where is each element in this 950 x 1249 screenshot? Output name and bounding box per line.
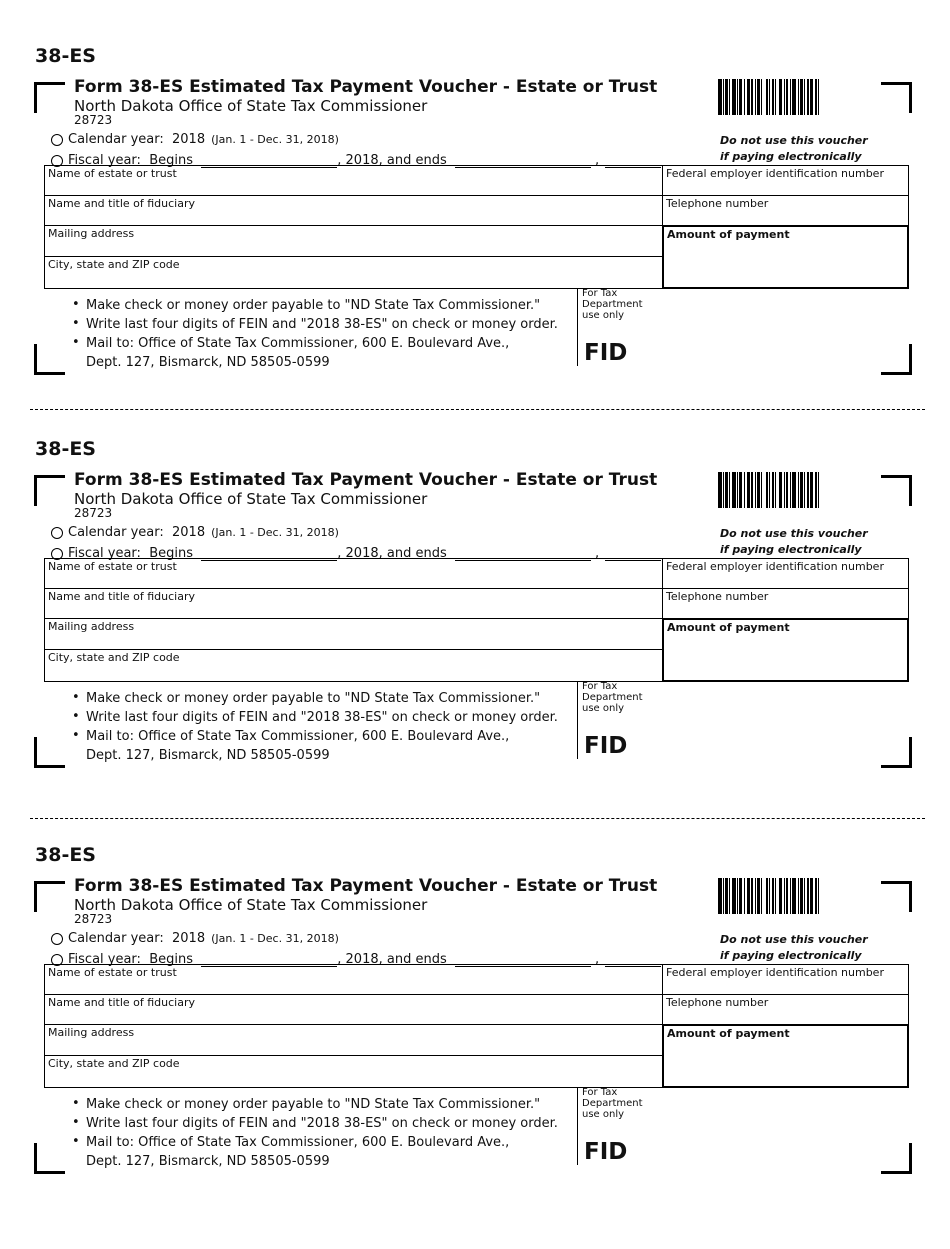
electronic-payment-notice [720, 133, 868, 165]
instruction-fein: • Write last four digits of FEIN and "2018 38-ES" on check or money order. [72, 1114, 558, 1133]
name-of-estate-field[interactable] [44, 964, 663, 995]
fid-label: FID [584, 340, 628, 366]
dept-use-line-2: Department [582, 1098, 643, 1109]
voucher-3 [0, 844, 950, 1249]
mailing-address-label: Mailing address [48, 620, 135, 633]
registration-corner-top-right [881, 881, 912, 912]
registration-corner-top-left [34, 82, 65, 113]
dept-use-line-3: use only [582, 703, 625, 714]
amount-of-payment-field[interactable] [662, 225, 909, 289]
city-state-zip-field[interactable] [44, 649, 663, 682]
instruction-payable: • Make check or money order payable to "ND State Tax Commissioner." [72, 1095, 558, 1114]
payment-instructions [72, 296, 558, 372]
barcode-bar [819, 79, 820, 115]
agency-name: North Dakota Office of State Tax Commissioner [74, 896, 428, 914]
instruction-mail-to: • Mail to: Office of State Tax Commissioner, 600 E. Boulevard Ave., [72, 334, 558, 353]
fiduciary-name-field[interactable] [44, 994, 663, 1025]
instruction-payable: • Make check or money order payable to "ND State Tax Commissioner." [72, 296, 558, 315]
registration-corner-top-left [34, 881, 65, 912]
telephone-label: Telephone number [666, 197, 769, 210]
calendar-year-range: (Jan. 1 - Dec. 31, 2018) [211, 932, 339, 945]
fiscal-begins-label: Begins [149, 153, 193, 168]
calendar-year-value: 2018 [172, 525, 206, 540]
instruction-fein: • Write last four digits of FEIN and "2018 38-ES" on check or money order. [72, 708, 558, 727]
amount-of-payment-field[interactable] [662, 618, 909, 682]
dept-use-line-3: use only [582, 1109, 625, 1120]
instruction-mail-to: • Mail to: Office of State Tax Commissioner, 600 E. Boulevard Ave., [72, 727, 558, 746]
notice-line-2: if paying electronically [720, 543, 862, 556]
calendar-year-value: 2018 [172, 931, 206, 946]
voucher-code-label: 38-ES [35, 844, 96, 866]
registration-corner-bottom-left [34, 737, 65, 768]
mailing-address-field[interactable] [44, 1024, 663, 1056]
voucher-title: Form 38-ES Estimated Tax Payment Voucher - Estate or Trust [74, 77, 658, 97]
electronic-payment-notice [720, 932, 868, 964]
agency-name: North Dakota Office of State Tax Commissioner [74, 97, 428, 115]
fein-label: Federal employer identification number [666, 560, 884, 573]
cut-line-2 [30, 818, 925, 819]
registration-corner-top-right [881, 82, 912, 113]
registration-corner-top-left [34, 475, 65, 506]
barcode-image [718, 472, 858, 508]
mailing-address-label: Mailing address [48, 227, 135, 240]
telephone-field[interactable] [662, 994, 909, 1025]
notice-line-2: if paying electronically [720, 150, 862, 163]
payment-instructions [72, 689, 558, 765]
calendar-year-option [51, 525, 339, 540]
registration-corner-bottom-right [881, 737, 912, 768]
notice-line-1: Do not use this voucher [720, 933, 868, 946]
mailing-address-field[interactable] [44, 618, 663, 650]
voucher-code-label: 38-ES [35, 438, 96, 460]
form-number: 28723 [74, 912, 113, 926]
dept-use-line-3: use only [582, 310, 625, 321]
registration-corner-bottom-left [34, 1143, 65, 1174]
telephone-field[interactable] [662, 588, 909, 619]
instruction-mail-address: Dept. 127, Bismarck, ND 58505-0599 [86, 748, 330, 763]
name-of-estate-label: Name of estate or trust [48, 966, 177, 979]
telephone-field[interactable] [662, 195, 909, 226]
instruction-mail-to: • Mail to: Office of State Tax Commissioner, 600 E. Boulevard Ave., [72, 1133, 558, 1152]
voucher-code-label: 38-ES [35, 45, 96, 67]
city-state-zip-label: City, state and ZIP code [48, 258, 180, 271]
calendar-year-value: 2018 [172, 132, 206, 147]
fiduciary-name-label: Name and title of fiduciary [48, 197, 196, 210]
calendar-year-option [51, 931, 339, 946]
name-of-estate-label: Name of estate or trust [48, 167, 177, 180]
name-of-estate-field[interactable] [44, 165, 663, 196]
dept-use-line-1: For Tax [582, 288, 618, 299]
tax-department-use-box [577, 1087, 643, 1165]
notice-line-1: Do not use this voucher [720, 527, 868, 540]
fiscal-comma: , [595, 546, 600, 561]
tax-department-use-box [577, 288, 643, 366]
form-number: 28723 [74, 506, 113, 520]
electronic-payment-notice [720, 526, 868, 558]
dept-use-line-2: Department [582, 692, 643, 703]
calendar-year-range: (Jan. 1 - Dec. 31, 2018) [211, 133, 339, 146]
barcode-bar [819, 472, 820, 508]
barcode-image [718, 79, 858, 115]
barcode-bar [819, 878, 820, 914]
telephone-label: Telephone number [666, 996, 769, 1009]
amount-of-payment-label: Amount of payment [667, 228, 790, 241]
barcode-image [718, 878, 858, 914]
calendar-year-radio[interactable] [51, 527, 63, 539]
instruction-payable: • Make check or money order payable to "ND State Tax Commissioner." [72, 689, 558, 708]
fid-label: FID [584, 1139, 628, 1165]
city-state-zip-field[interactable] [44, 256, 663, 289]
mailing-address-field[interactable] [44, 225, 663, 257]
fein-label: Federal employer identification number [666, 966, 884, 979]
notice-line-2: if paying electronically [720, 949, 862, 962]
cut-line-1 [30, 409, 925, 410]
fiscal-begins-label: Begins [149, 952, 193, 967]
voucher-title: Form 38-ES Estimated Tax Payment Voucher - Estate or Trust [74, 470, 658, 490]
agency-name: North Dakota Office of State Tax Commissioner [74, 490, 428, 508]
instruction-mail-address: Dept. 127, Bismarck, ND 58505-0599 [86, 355, 330, 370]
fein-field[interactable] [662, 165, 909, 196]
tax-department-use-box [577, 681, 643, 759]
name-of-estate-label: Name of estate or trust [48, 560, 177, 573]
registration-corner-bottom-right [881, 1143, 912, 1174]
fiscal-mid-label: , 2018, and ends [337, 153, 447, 168]
fiscal-year-label: Fiscal year: [68, 952, 141, 967]
dept-use-line-1: For Tax [582, 1087, 618, 1098]
fid-label: FID [584, 733, 628, 759]
calendar-year-range: (Jan. 1 - Dec. 31, 2018) [211, 526, 339, 539]
city-state-zip-label: City, state and ZIP code [48, 651, 180, 664]
fiscal-mid-label: , 2018, and ends [337, 952, 447, 967]
calendar-year-label: Calendar year: [68, 525, 164, 540]
fiscal-mid-label: , 2018, and ends [337, 546, 447, 561]
instruction-mail-address: Dept. 127, Bismarck, ND 58505-0599 [86, 1154, 330, 1169]
fiduciary-name-field[interactable] [44, 195, 663, 226]
calendar-year-label: Calendar year: [68, 931, 164, 946]
voucher-title: Form 38-ES Estimated Tax Payment Voucher - Estate or Trust [74, 876, 658, 896]
fiscal-year-label: Fiscal year: [68, 546, 141, 561]
registration-corner-bottom-right [881, 344, 912, 375]
name-of-estate-field[interactable] [44, 558, 663, 589]
fiscal-comma: , [595, 153, 600, 168]
fiscal-comma: , [595, 952, 600, 967]
payment-instructions [72, 1095, 558, 1171]
instruction-fein: • Write last four digits of FEIN and "2018 38-ES" on check or money order. [72, 315, 558, 334]
fiduciary-name-label: Name and title of fiduciary [48, 996, 196, 1009]
city-state-zip-field[interactable] [44, 1055, 663, 1088]
city-state-zip-label: City, state and ZIP code [48, 1057, 180, 1070]
fiscal-begins-label: Begins [149, 546, 193, 561]
dept-use-line-2: Department [582, 299, 643, 310]
fein-field[interactable] [662, 558, 909, 589]
fein-field[interactable] [662, 964, 909, 995]
amount-of-payment-label: Amount of payment [667, 1027, 790, 1040]
fiduciary-name-field[interactable] [44, 588, 663, 619]
voucher-2 [0, 438, 950, 843]
voucher-1 [0, 45, 950, 450]
amount-of-payment-label: Amount of payment [667, 621, 790, 634]
notice-line-1: Do not use this voucher [720, 134, 868, 147]
dept-use-line-1: For Tax [582, 681, 618, 692]
calendar-year-radio[interactable] [51, 134, 63, 146]
registration-corner-bottom-left [34, 344, 65, 375]
calendar-year-radio[interactable] [51, 933, 63, 945]
fiscal-year-label: Fiscal year: [68, 153, 141, 168]
amount-of-payment-field[interactable] [662, 1024, 909, 1088]
calendar-year-label: Calendar year: [68, 132, 164, 147]
telephone-label: Telephone number [666, 590, 769, 603]
form-number: 28723 [74, 113, 113, 127]
mailing-address-label: Mailing address [48, 1026, 135, 1039]
fiduciary-name-label: Name and title of fiduciary [48, 590, 196, 603]
registration-corner-top-right [881, 475, 912, 506]
fein-label: Federal employer identification number [666, 167, 884, 180]
calendar-year-option [51, 132, 339, 147]
